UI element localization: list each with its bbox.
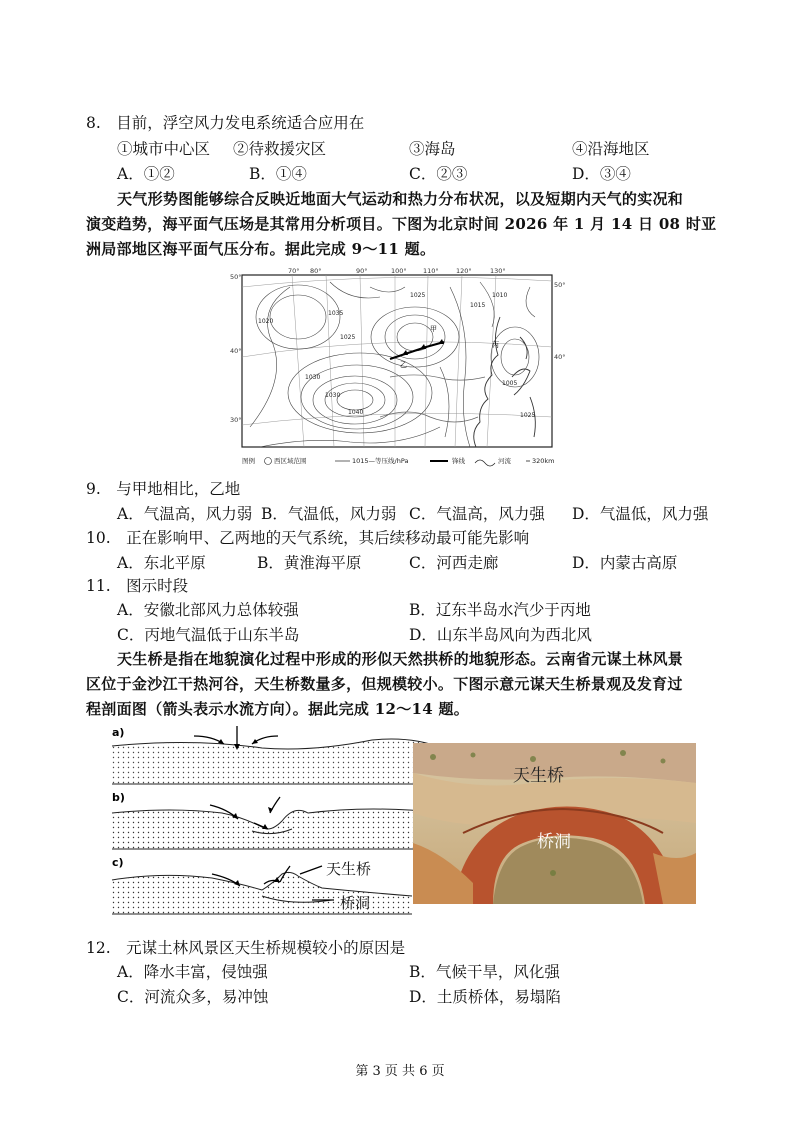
q8-item-2: ②待救援灾区 [233,140,327,158]
place-yi: 乙 [400,361,407,369]
q9-option-c: C．气温高，风力强 [409,505,545,523]
legend-region: 西区域范围 [274,457,307,465]
q12-option-a: A．降水丰富，侵蚀强 [117,963,268,981]
passage-2-line-3: 程剖面图（箭头表示水流方向）。据此完成 12～14 题。 [86,700,470,718]
label-bridge-hole: 桥洞 [340,894,371,912]
lon-90: 90° [356,267,368,275]
isobar-label: 1040 [348,409,364,416]
isobar-label: 1030 [325,392,341,399]
q10-option-b: B．黄淮海平原 [257,554,362,572]
lat-50: 50° [230,273,242,281]
lon-130: 130° [490,267,506,275]
isobar-label: 1025 [520,412,536,419]
lat-50-right: 50° [554,281,566,289]
passage-2-line-2: 区位于金沙江干热河谷，天生桥数量多，但规模较小。下图示意元谋天生桥景观及发育过 [86,675,683,693]
question-11-stem: 11. 图示时段 [86,577,189,595]
lon-80: 80° [310,267,322,275]
legend-scale: 320km [532,457,555,465]
stage-b-profile [112,791,442,853]
q8-item-1: ①城市中心区 [117,140,211,158]
q8-option-a: A．①② [117,165,175,183]
question-9-stem: 9. 与甲地相比，乙地 [86,480,241,498]
q11-option-d: D．山东半岛风向为西北风 [409,626,592,644]
q9-option-d: D．气温低，风力强 [572,505,709,523]
isobar-label: 1025 [340,334,356,341]
photo-label-hole: 桥洞 [537,832,571,852]
q8-option-b: B．①④ [249,165,307,183]
q11-option-a: A．安徽北部风力总体较强 [117,601,299,619]
q12-option-c: C．河流众多，易冲蚀 [117,988,269,1006]
q8-option-c: C．②③ [409,165,468,183]
q11-option-b: B．辽东半岛水汽少于丙地 [409,601,591,619]
lon-100: 100° [391,267,407,275]
q8-option-d: D．③④ [572,165,631,183]
lon-120: 120° [456,267,472,275]
q11-option-c: C．丙地气温低于山东半岛 [117,626,300,644]
q12-option-d: D．土质桥体，易塌陷 [409,988,561,1006]
passage-1-line-1: 天气形势图能够综合反映近地面大气运动和热力分布状况，以及短期内天气的实况和 [117,190,684,208]
legend-front: 锋线 [452,457,465,465]
q10-option-c: C．河西走廊 [409,554,499,572]
stage-a-label: a) [112,726,125,739]
page-footer: 第 3 页 共 6 页 [355,1064,445,1079]
legend-river: 河流 [498,457,511,465]
isobar-label: 1005 [502,380,518,387]
passage-1-line-2: 演变趋势，海平面气压场是其常用分析项目。下图为北京时间 2026 年 1 月 14 日 08 时亚 [86,215,717,233]
photo-label-bridge: 天生桥 [513,766,564,786]
q10-option-a: A．东北平原 [117,554,206,572]
place-bing: 丙 [492,341,499,349]
question-8-stem: 8. 目前，浮空风力发电系统适合应用在 [86,114,365,132]
isobar-label: 1025 [410,292,426,299]
question-12-stem: 12. 元谋土林风景区天生桥规模较小的原因是 [86,939,406,957]
lon-110: 110° [423,267,439,275]
legend-prefix: 图例 [242,457,255,465]
place-jia: 甲 [430,325,437,333]
q10-option-d: D．内蒙古高原 [572,554,678,572]
lat-40-right: 40° [554,353,566,361]
isobar-label: 1030 [305,374,321,381]
label-natural-bridge: 天生桥 [326,860,372,878]
question-10-stem: 10. 正在影响甲、乙两地的天气系统，其后续移动最可能先影响 [86,529,530,547]
q8-item-3: ③海岛 [409,140,456,158]
isobar-label: 1035 [328,310,344,317]
passage-2-line-1: 天生桥是指在地貌演化过程中形成的形似天然拱桥的地貌形态。云南省元谋土林风景 [117,650,684,668]
sea-level-pressure-map [230,267,566,467]
isobar-label: 1020 [258,318,274,325]
lat-30: 30° [230,416,242,424]
q8-item-4: ④沿海地区 [572,140,650,158]
lat-40: 40° [230,347,242,355]
isobar-label: 1015 [470,302,486,309]
stage-b-label: b) [112,791,125,804]
q9-option-a: A．气温高，风力弱 [117,505,253,523]
isobar-label: 1010 [492,292,508,299]
q9-option-b: B．气温低，风力弱 [261,505,397,523]
natural-bridge-photo [413,743,696,904]
stage-c-label: c) [112,856,124,869]
stage-a-profile [112,726,442,788]
legend-isobar: 1015—等压线/hPa [352,457,409,465]
lon-70: 70° [288,267,300,275]
q12-option-b: B．气候干旱，风化强 [409,963,560,981]
passage-1-line-3: 洲局部地区海平面气压分布。据此完成 9～11 题。 [86,240,436,258]
